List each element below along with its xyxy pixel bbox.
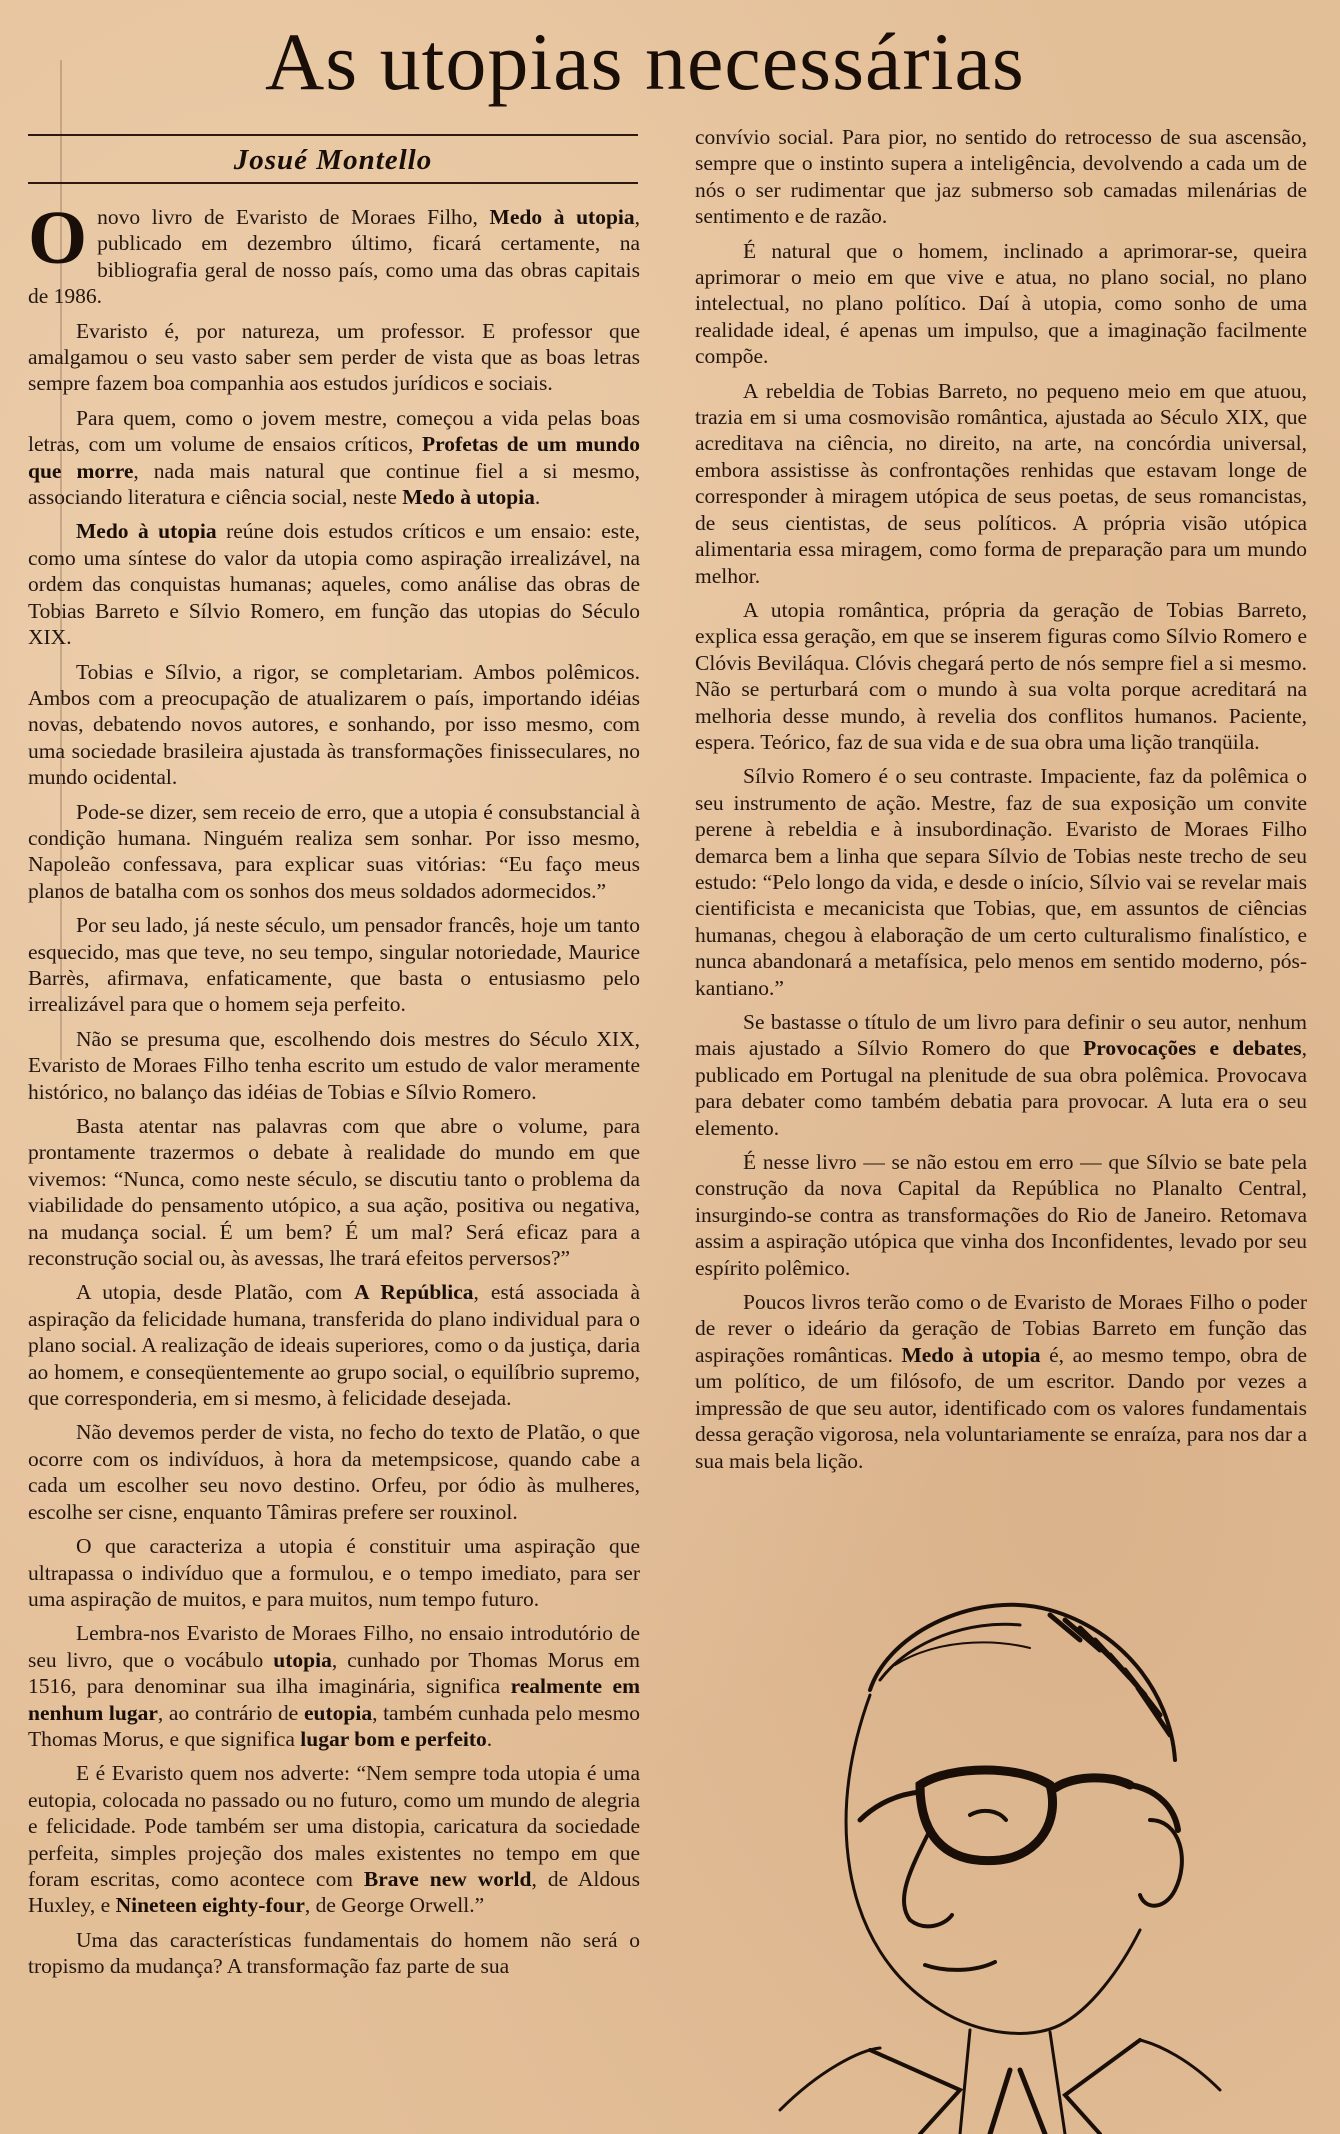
text-run: Pode-se dizer, sem receio de erro, que a utopia é consubstancial à condição humana. Ninguém realiza sem sonhar. Por isso mesmo, Napoleão confessava, para explicar suas vitórias: “Eu faço meus planos de batalha com os sonhos dos meus soldados adormecidos.” xyxy=(28,799,640,903)
bold-title-text: Medo à utopia xyxy=(901,1342,1041,1367)
paragraph xyxy=(28,1533,640,1612)
paragraph xyxy=(28,1927,640,1980)
bold-title-text: utopia xyxy=(273,1647,332,1672)
text-run: Não devemos perder de vista, no fecho do texto de Platão, o que ocorre com os indivíduos, à hora da metempsicose, quando cabe a cada um escolher seu novo destino. Orfeu, por ódio às mulheres, escolhe ser cisne, enquanto Tâmiras prefere ser rouxinol. xyxy=(28,1420,640,1524)
text-run: , publicado em dezembro último, ficará certamente, na bibliografia geral de nosso país, como uma das obras capitais de 1986. xyxy=(28,205,640,309)
text-run: Poucos livros terão como o de Evaristo de Moraes Filho o poder de rever o ideário da geração de Tobias Barreto em função das aspirações românticas. xyxy=(695,1290,1307,1367)
paragraph xyxy=(28,1760,640,1918)
paragraph xyxy=(28,1419,640,1525)
bold-title-text: A República xyxy=(354,1280,474,1305)
paragraph xyxy=(28,518,640,650)
bold-title-text: Brave new world xyxy=(363,1866,532,1891)
bold-title-text: Nineteen eighty-four xyxy=(115,1893,305,1918)
paragraph xyxy=(695,1009,1307,1141)
article-title: As utopias necessárias xyxy=(265,16,1025,107)
paragraph xyxy=(28,405,640,511)
paragraph xyxy=(695,763,1307,1001)
paragraph xyxy=(695,597,1307,755)
paragraph xyxy=(28,1026,640,1105)
bold-title-text: Provocações e debates xyxy=(1083,1036,1302,1061)
text-run: é, ao mesmo tempo, obra de um político, de um filósofo, de um escritor. Dando por vezes a impressão de que seu autor, identificado com os valores fundamentais dessa geração vigorosa, nela voluntariamente se enraíza, para nos dar a sua mais bela lição. xyxy=(695,1342,1307,1473)
text-run: Basta atentar nas palavras com que abre o volume, para prontamente trazermos o debate à realidade do mundo em que vivemos: “Nunca, como neste século, se discutiu tanto o problema da viabilidade do pensamento utópico, a sua ação, positiva ou negativa, na mudança social. É um bem? É um mal? Será eficaz para a reconstrução social ou, às avessas, lhe trará efeitos perversos?” xyxy=(28,1114,640,1271)
left-text-column xyxy=(28,204,640,2134)
bold-title-text: Profetas de um mundo que morre xyxy=(28,432,640,483)
text-run: Sílvio Romero é o seu contraste. Impaciente, faz da polêmica o seu instrumento de ação. Mestre, faz de sua exposição um convite perene à rebeldia e à insubordinação. Evaristo de Moraes Filho demarca bem a linha que separa Sílvio de Tobias neste trecho de seu estudo: “Pelo longo da vida, e desde o início, Sílvio vai se revelar mais cientificista e mecanicista que Tobias, que, em assuntos de ciências humanas, chegou à elaboração de um certo culturalismo finalístico, e nunca abandonará a metafísica, pelo menos em sentido moderno, pós-kantiano.” xyxy=(695,764,1307,1000)
text-run: Se bastasse o título de um livro para definir o seu autor, nenhum mais ajustado a Sílvio Romero do que xyxy=(695,1010,1307,1061)
text-run: . xyxy=(534,485,541,510)
caricature-portrait-icon xyxy=(720,1570,1280,2134)
paragraph xyxy=(695,238,1307,370)
bold-title-text: realmente em nenhum lugar xyxy=(28,1674,640,1725)
text-run: novo livro de Evaristo de Moraes Filho, xyxy=(97,205,490,229)
text-run: , também cunhada pelo mesmo Thomas Morus, e que significa xyxy=(28,1700,640,1751)
paragraph xyxy=(28,1620,640,1752)
paragraph xyxy=(695,1149,1307,1281)
paragraph xyxy=(695,1289,1307,1474)
text-run: Uma das características fundamentais do homem não será o tropismo da mudança? A transformação faz parte de sua xyxy=(28,1927,640,1979)
text-run: A utopia romântica, própria da geração de Tobias Barreto, explica essa geração, em que se inserem figuras como Sílvio Romero e Clóvis Beviláqua. Clóvis chegará perto de nós sempre fiel a si mesmo. Não se perturbará com o mundo à sua volta porque acreditará na melhoria desse mundo, à revelia dos conflitos humanos. Paciente, espera. Teórico, faz de sua vida e de sua obra uma lição tranqüila. xyxy=(695,597,1307,754)
text-run: , cunhado por Thomas Morus em 1516, para denominar sua ilha imaginária, significa xyxy=(28,1647,640,1699)
text-run: Evaristo é, por natureza, um professor. E professor que amalgamou o seu vasto saber sem perder de vista que as boas letras sempre fazem boa companhia aos estudos jurídicos e sociais. xyxy=(28,318,640,396)
paragraph xyxy=(28,318,640,397)
paragraph xyxy=(28,912,640,1018)
text-run: Por seu lado, já neste século, um pensador francês, hoje um tanto esquecido, mas que teve, no seu tempo, singular notoriedade, Maurice Barrès, afirmava, enfaticamente, que basta o entusiasmo pelo irrealizável para que o homem seja perfeito. xyxy=(28,913,640,1017)
paragraph xyxy=(28,659,640,791)
text-run: , de Aldous Huxley, e xyxy=(28,1866,640,1918)
paragraph xyxy=(28,1279,640,1411)
text-run: Lembra-nos Evaristo de Moraes Filho, no ensaio introdutório de seu livro, que o vocábulo xyxy=(28,1621,640,1672)
bold-title-text: Medo à utopia xyxy=(402,485,535,510)
text-run: , publicado em Portugal na plenitude de sua obra polêmica. Provocava para debater como também debatia para provocar. A luta era o seu elemento. xyxy=(695,1036,1307,1140)
title-rule xyxy=(28,134,638,136)
text-run: , nada mais natural que continue fiel a si mesmo, associando literatura e ciência social, neste xyxy=(28,458,640,510)
paragraph xyxy=(695,124,1307,230)
text-run: , de George Orwell.” xyxy=(304,1893,485,1918)
text-run: E é Evaristo quem nos adverte: “Nem sempre toda utopia é uma eutopia, colocada no passado ou no futuro, como um mundo de alegria e felicidade. Pode também ser uma distopia, caricatura da sociedade perfeita, simples projeção dos males existentes no tempo em que foram escritas, como acontece com xyxy=(28,1761,640,1891)
author-rule xyxy=(28,182,638,184)
text-run: O que caracteriza a utopia é constituir uma aspiração que ultrapassa o indivíduo que a formulou, e o tempo imediato, para ser uma aspiração de muitos, e para muitos, num tempo futuro. xyxy=(28,1534,640,1611)
text-run: Não se presuma que, escolhendo dois mestres do Século XIX, Evaristo de Moraes Filho tenha escrito um estudo de valor meramente histórico, no balanço das idéias de Tobias e Sílvio Romero. xyxy=(28,1026,640,1104)
text-run: convívio social. Para pior, no sentido do retrocesso de sua ascensão, sempre que o instinto supera a inteligência, devolvendo a cada um de nós o ser rudimentar que jaz submerso sob camadas milenárias de sentimento e de razão. xyxy=(695,125,1307,229)
text-run: É nesse livro — se não estou em erro — que Sílvio se bate pela construção da nova Capital da República no Planalto Central, insurgindo-se contra as transformações do Rio de Janeiro. Retomava assim a aspiração utópica que vinha dos Inconfidentes, levado por seu espírito polêmico. xyxy=(695,1150,1307,1280)
text-run: Tobias e Sílvio, a rigor, se completariam. Ambos polêmicos. Ambos com a preocupação de atualizarem o país, importando idéias novas, debatendo novos autores, e sonhando, por isso mesmo, com uma sociedade brasileira ajustada às transformações finisseculares, no mundo ocidental. xyxy=(28,659,640,790)
text-run: Para quem, como o jovem mestre, começou a vida pelas boas letras, com um volume de ensaios críticos, xyxy=(28,405,640,457)
bold-title-text: Medo à utopia xyxy=(76,519,217,544)
text-run: , ao contrário de xyxy=(157,1700,304,1725)
article-author: Josué Montello xyxy=(233,144,433,176)
paragraph xyxy=(28,799,640,905)
text-run: . xyxy=(486,1726,493,1751)
bold-title-text: lugar bom e perfeito xyxy=(300,1726,487,1751)
text-run: reúne dois estudos críticos e um ensaio: este, como uma síntese do valor da utopia como aspiração irrealizável, na ordem das conquistas humanas; aqueles, como análise das obras de Tobias Barreto e Sílvio Romero, em função das utopias do Século XIX. xyxy=(28,519,640,650)
drop-cap: O xyxy=(28,204,88,280)
bold-title-text: Medo à utopia xyxy=(489,205,635,229)
paragraph xyxy=(28,1113,640,1271)
text-run: , está associada à aspiração da felicidade humana, transferida do plano individual para o plano social. A realização de ideais superiores, como o da justiça, daria ao homem, e conseqüentemente ao grupo social, o equilíbrio supremo, que corresponderia, em si mesmo, à felicidade desejada. xyxy=(28,1280,640,1411)
right-text-column xyxy=(695,124,1307,1544)
text-run: É natural que o homem, inclinado a aprimorar-se, queira aprimorar o meio em que vive e atua, no plano social, no plano intelectual, no plano político. Daí à utopia, como sonho de uma realidade ideal, é apenas um impulso, que a imaginação facilmente compõe. xyxy=(695,238,1307,369)
text-run: A rebeldia de Tobias Barreto, no pequeno meio em que atuou, trazia em si uma cosmovisão romântica, ajustada ao Século XIX, que acreditava na ciência, no direito, na arte, na concórdia universal, embora assistisse às confrontações renhidas que estavam longe de corresponder à miragem utópica de seus poetas, de seus romancistas, de seus cientistas, de seus políticos. A própria visão utópica alimentaria essa miragem, como forma de preparação para um mundo melhor. xyxy=(695,378,1307,588)
paragraph xyxy=(695,378,1307,589)
bold-title-text: eutopia xyxy=(303,1700,373,1725)
paragraph xyxy=(28,204,640,310)
text-run: A utopia, desde Platão, com xyxy=(76,1280,355,1305)
